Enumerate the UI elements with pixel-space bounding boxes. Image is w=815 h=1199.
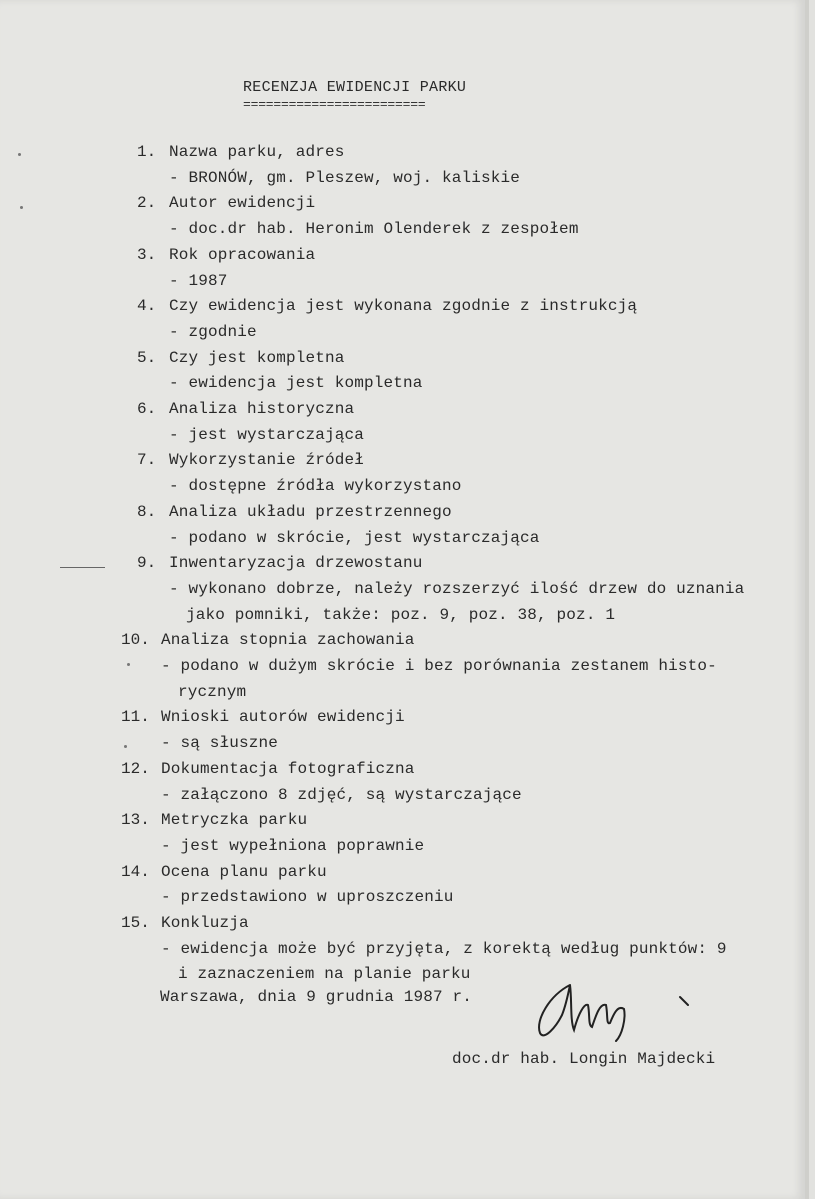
speck	[127, 663, 130, 666]
item-heading: Analiza stopnia zachowania	[161, 631, 415, 650]
item-heading: Wnioski autorów ewidencji	[161, 708, 405, 727]
item-answer: - doc.dr hab. Heronim Olenderek z zespołem	[169, 220, 579, 239]
item-heading: Inwentaryzacja drzewostanu	[169, 554, 423, 573]
item-number: 12.	[121, 759, 150, 778]
item-number: 3.	[137, 245, 157, 264]
item-number: 7.	[137, 451, 157, 470]
item-number: 13.	[121, 811, 150, 830]
item-heading: Analiza historyczna	[169, 400, 355, 418]
item-heading: Dokumentacja fotograficzna	[161, 759, 415, 778]
item-number: 10.	[121, 631, 150, 650]
item-number: 5.	[137, 348, 157, 367]
item-heading: Ocena planu parku	[161, 862, 327, 881]
speck	[20, 206, 23, 209]
handwritten-signature	[530, 975, 710, 1045]
speck	[124, 745, 127, 748]
item-heading: Metryczka parku	[161, 811, 308, 830]
title-underline: ========================	[243, 97, 426, 112]
item-answer: - podano w dużym skrócie i bez porównania zestanem histo-	[161, 657, 717, 675]
item-heading: Rok opracowania	[169, 245, 316, 264]
item-number: 1.	[137, 143, 157, 161]
item-heading: Czy ewidencja jest wykonana zgodnie z instrukcją	[169, 297, 638, 316]
item-answer-continuation: i zaznaczeniem na planie parku	[178, 965, 471, 984]
item-heading: Konkluzja	[161, 914, 249, 932]
item-answer: - podano w skrócie, jest wystarczająca	[169, 528, 540, 547]
item-heading: Czy jest kompletna	[169, 348, 345, 367]
item-answer-continuation: rycznym	[178, 682, 247, 701]
item-number: 2.	[137, 194, 157, 213]
item-answer: - przedstawiono w uproszczeniu	[161, 888, 454, 907]
item-answer: - BRONÓW, gm. Pleszew, woj. kaliskie	[169, 168, 521, 187]
item-answer: - ewidencja może być przyjęta, z korektą według punktów: 9	[161, 939, 727, 958]
item-answer: - załączono 8 zdjęć, są wystarczające	[161, 785, 522, 804]
margin-mark	[60, 567, 105, 568]
item-number: 8.	[137, 502, 157, 521]
item-number: 11.	[121, 708, 150, 727]
signatory-name: doc.dr hab. Longin Majdecki	[452, 1050, 716, 1068]
item-answer: - jest wypełniona poprawnie	[161, 836, 425, 855]
item-heading: Autor ewidencji	[169, 194, 316, 213]
item-heading: Analiza układu przestrzennego	[169, 502, 452, 521]
item-answer: - jest wystarczająca	[169, 425, 365, 444]
speck	[18, 153, 21, 156]
item-number: 9.	[137, 554, 157, 573]
document-title: RECENZJA EWIDENCJI PARKU	[243, 79, 467, 96]
item-number: 4.	[137, 297, 157, 316]
place-date: Warszawa, dnia 9 grudnia 1987 r.	[160, 988, 473, 1006]
item-heading: Nazwa parku, adres	[169, 143, 345, 161]
item-answer: - 1987	[169, 271, 228, 290]
item-answer-continuation: jako pomniki, także: poz. 9, poz. 38, poz. 1	[186, 605, 616, 624]
item-answer: - ewidencja jest kompletna	[169, 374, 423, 393]
item-answer: - zgodnie	[169, 322, 257, 341]
item-number: 15.	[121, 914, 150, 932]
item-answer: - są słuszne	[161, 734, 279, 753]
item-heading: Wykorzystanie źródeł	[169, 451, 365, 470]
item-number: 6.	[137, 400, 157, 418]
item-answer: - dostępne źródła wykorzystano	[169, 477, 462, 496]
item-number: 14.	[121, 862, 150, 881]
item-answer: - wykonano dobrze, należy rozszerzyć ilość drzew do uznania	[169, 579, 745, 598]
